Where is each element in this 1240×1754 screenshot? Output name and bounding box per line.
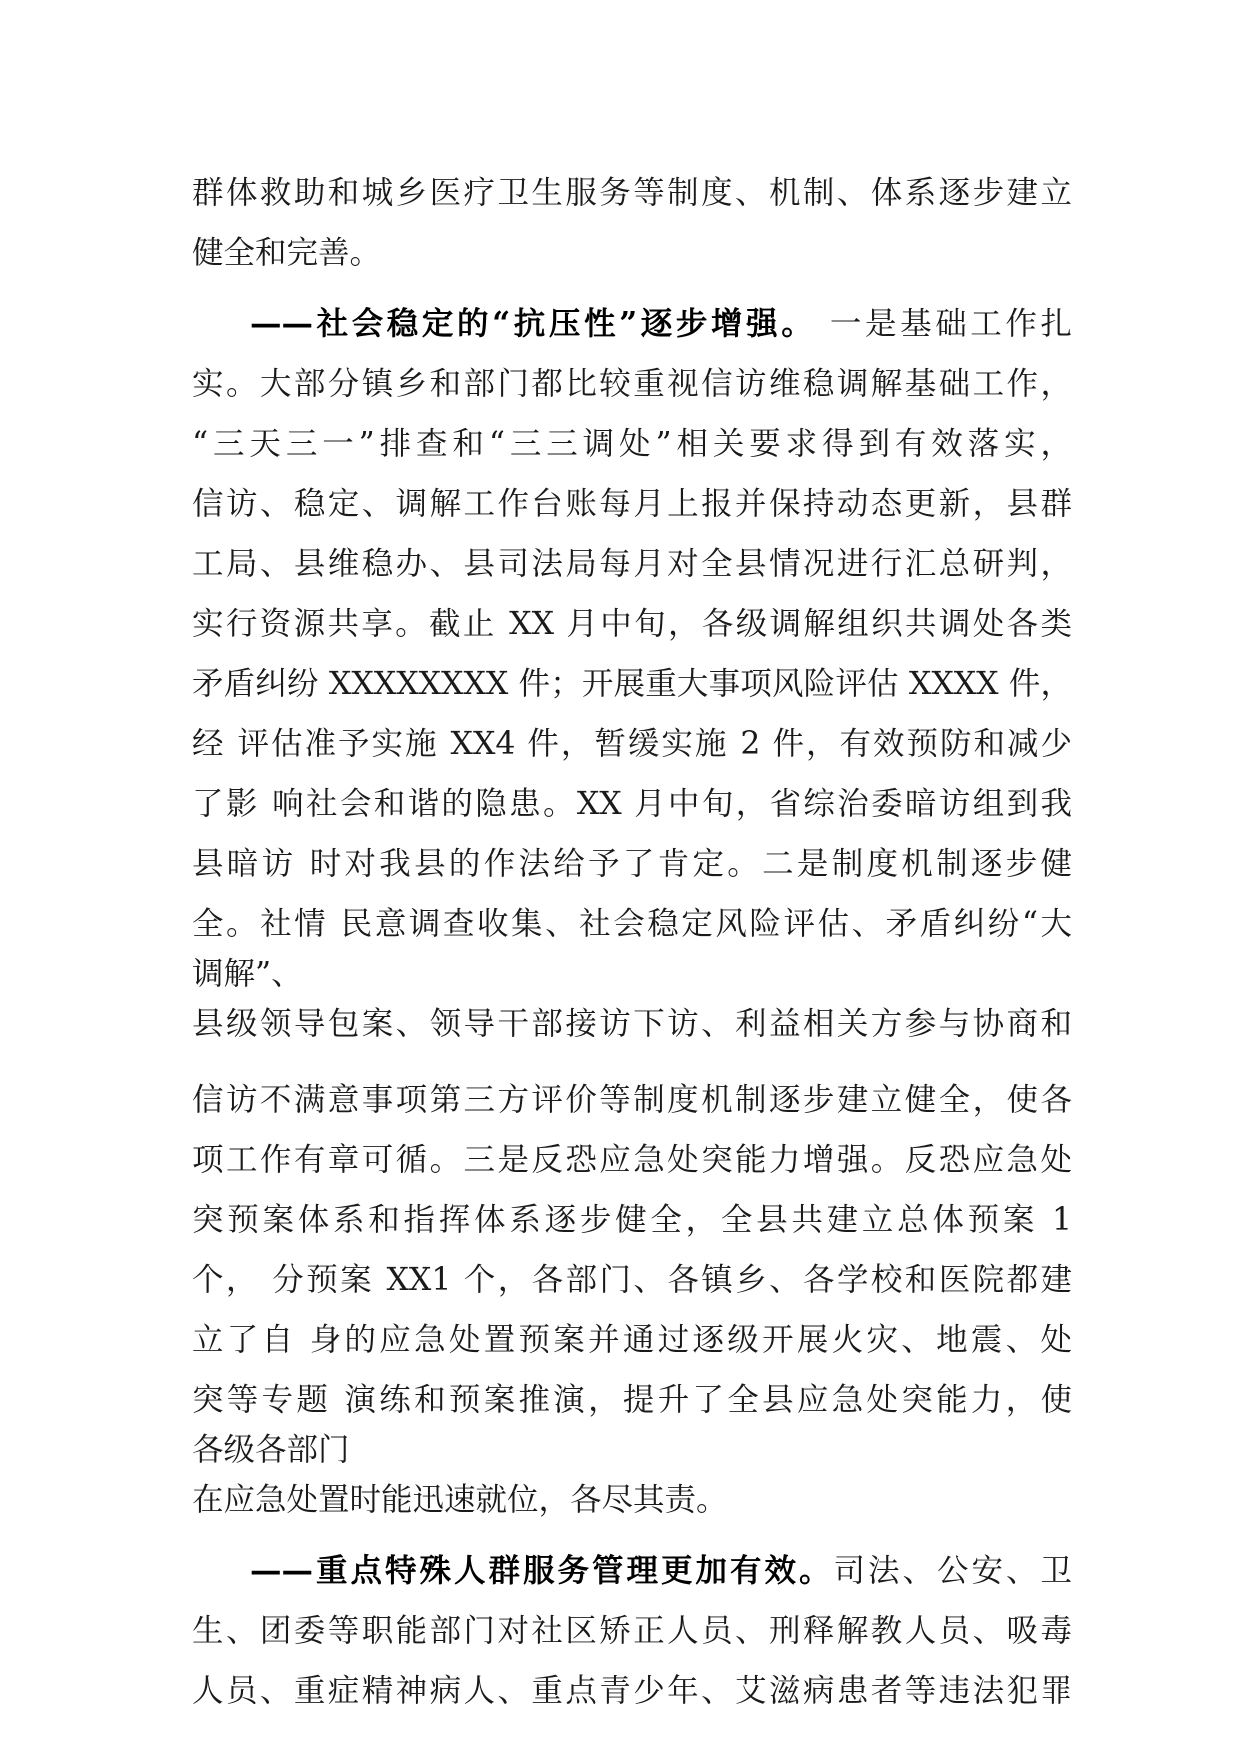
paragraph-line: 全。社情 民意调查收集、社会稳定风险评估、矛盾纠纷“大 bbox=[192, 906, 1072, 942]
paragraph-line: 县暗访 时对我县的作法给予了肯定。二是制度机制逐步健 bbox=[192, 846, 1072, 882]
paragraph-line: 人员、重症精神病人、重点青少年、艾滋病患者等违法犯罪 bbox=[192, 1673, 1072, 1709]
paragraph-line: 工局、县维稳办、县司法局每月对全县情况进行汇总研判， bbox=[192, 546, 1072, 582]
paragraph-line: 群体救助和城乡医疗卫生服务等制度、机制、体系逐步建立 bbox=[192, 175, 1072, 211]
paragraph-line: 项工作有章可循。三是反恐应急处突能力增强。反恐应急处 bbox=[192, 1142, 1072, 1178]
paragraph-line: 经 评估准予实施 XX4 件，暂缓实施 2 件，有效预防和减少 bbox=[192, 726, 1072, 762]
paragraph-line: 各级各部门 bbox=[192, 1432, 350, 1468]
paragraph-line: 健全和完善。 bbox=[192, 235, 382, 271]
section-heading: ——重点特殊人群服务管理更加有效。 bbox=[250, 1552, 834, 1589]
paragraph-line: 生、团委等职能部门对社区矫正人员、刑释解教人员、吸毒 bbox=[192, 1613, 1072, 1649]
paragraph-line: 信访不满意事项第三方评价等制度机制逐步建立健全，使各 bbox=[192, 1082, 1072, 1118]
paragraph-line: 县级领导包案、领导干部接访下访、利益相关方参与协商和 bbox=[192, 1006, 1072, 1042]
paragraph-line: 实行资源共享。截止 XX 月中旬，各级调解组织共调处各类 bbox=[192, 606, 1072, 642]
section-heading: ——社会稳定的“抗压性”逐步增强。 bbox=[250, 305, 817, 342]
paragraph-line: 突等专题 演练和预案推演，提升了全县应急处突能力，使 bbox=[192, 1382, 1072, 1418]
paragraph-line: 实。大部分镇乡和部门都比较重视信访维稳调解基础工作， bbox=[192, 366, 1072, 402]
paragraph-line: 了影 响社会和谐的隐患。XX 月中旬，省综治委暗访组到我 bbox=[192, 786, 1072, 822]
section-heading-line bbox=[250, 1541, 1072, 1601]
paragraph-line: 个， 分预案 XX1 个，各部门、各镇乡、各学校和医院都建 bbox=[192, 1262, 1072, 1298]
paragraph-line: 调解”、 bbox=[192, 956, 303, 992]
paragraph-line: 突预案体系和指挥体系逐步健全，全县共建立总体预案 1 bbox=[192, 1202, 1072, 1238]
paragraph-line: 矛盾纠纷 XXXXXXXX 件；开展重大事项风险评估 XXXX 件， bbox=[192, 666, 1072, 702]
paragraph-text: 一是基础工作扎 bbox=[816, 306, 1072, 342]
section-heading-line bbox=[250, 294, 1072, 354]
paragraph-text: 司法、公安、卫 bbox=[833, 1553, 1072, 1589]
paragraph-line: “三天三一”排查和“三三调处”相关要求得到有效落实， bbox=[192, 426, 1072, 462]
paragraph-line: 立了自 身的应急处置预案并通过逐级开展火灾、地震、处 bbox=[192, 1322, 1072, 1358]
paragraph-line: 在应急处置时能迅速就位，各尽其责。 bbox=[192, 1482, 728, 1518]
paragraph-line: 信访、稳定、调解工作台账每月上报并保持动态更新，县群 bbox=[192, 486, 1072, 522]
